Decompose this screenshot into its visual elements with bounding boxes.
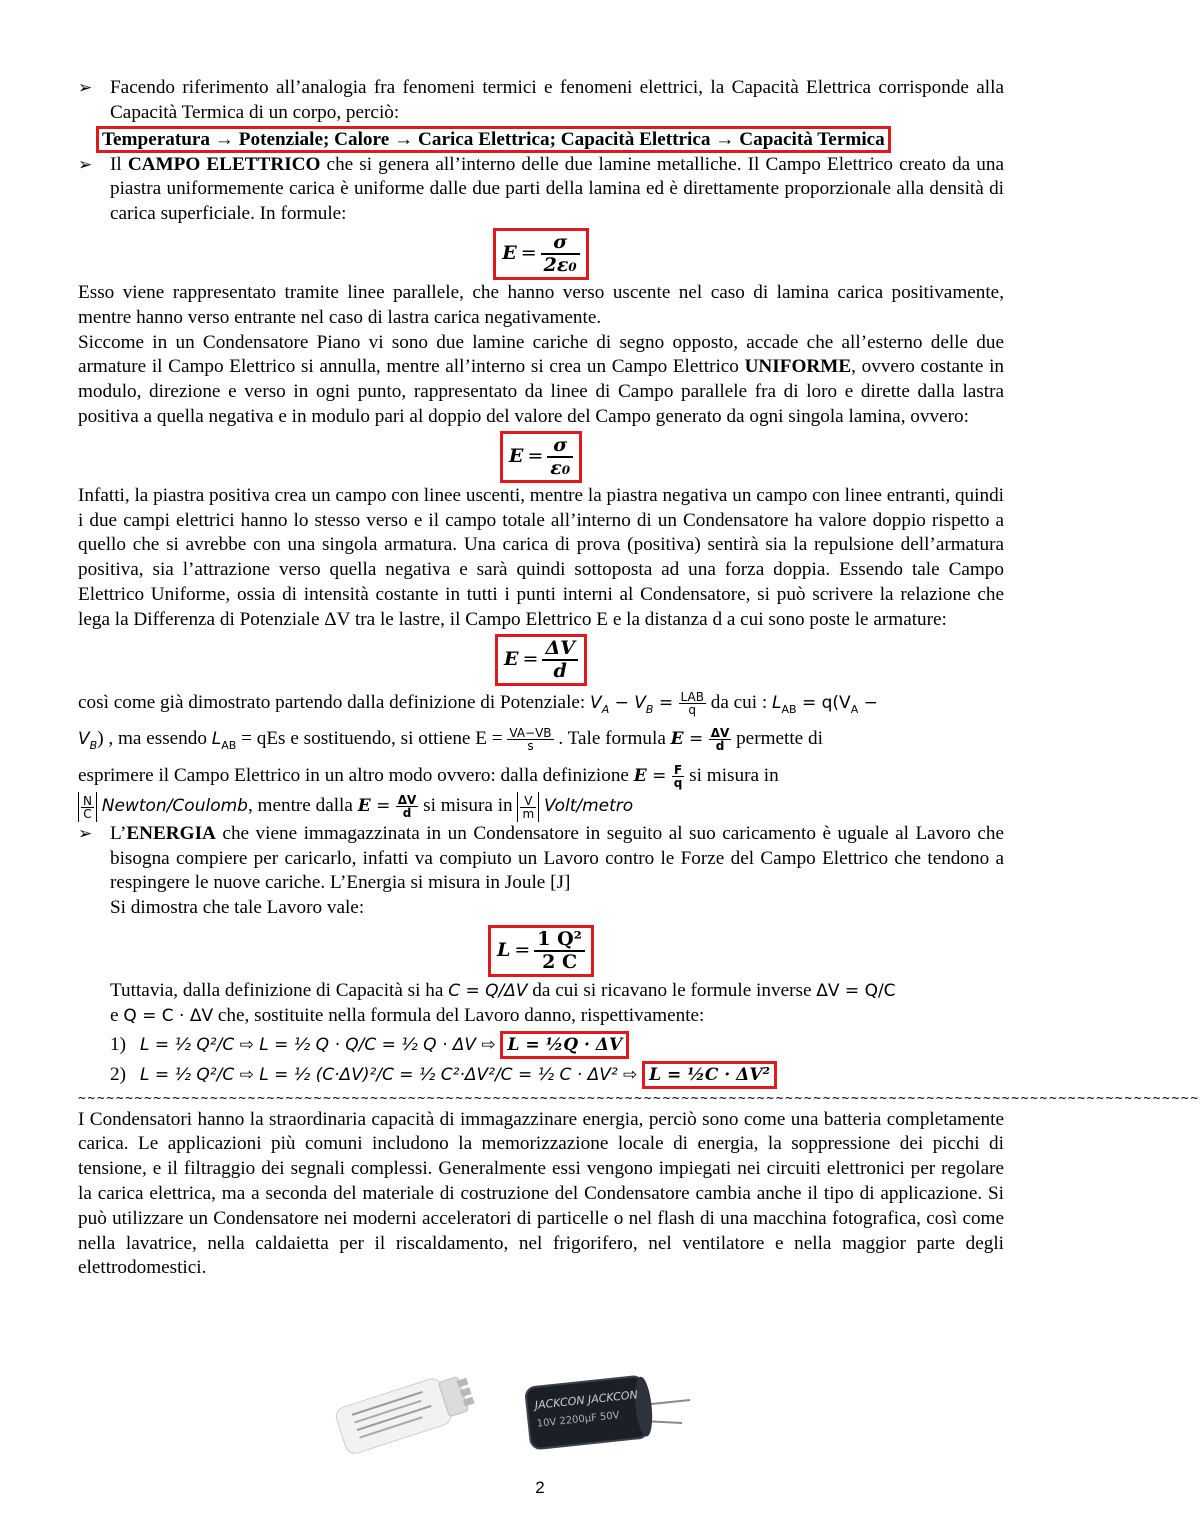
- electrolytic-capacitor-image: [522, 1373, 692, 1453]
- bullet-arrow-icon: ➢: [78, 78, 93, 98]
- unit-bracket: $\frac{V}{m}$: [517, 792, 539, 822]
- result-box-2: L = ½C · ΔV²: [642, 1061, 777, 1089]
- field-paragraph-4: così come già dimostrato partendo dalla definizione di Potenziale: $V_A - V_B$ = LAB q da cui : $L_{AB} = q(V_A$ − $V_B$) , ma essendo $L_{AB}$ = qEs e sostituendo, si ottiene E = $\frac{VA-VB}{s}$ . Tale formula E = $\frac{\Delta V}{d}$ permette di esprimere il Campo Elettrico in un altro modo ovvero: dalla definizione E = $\frac{F}{q}$ si misura in $\frac{N}{C}$ Newton/Coulomb, mentre dalla E = $\frac{\Delta V}{d}$ si misura in $\frac{V}{m}$ Volt/metro: [78, 689, 878, 821]
- energy-demo-line: Si dimostra che tale Lavoro vale:: [110, 897, 365, 919]
- field-paragraph-3: Infatti, la piastra positiva crea un campo con linee uscenti, mentre la piastra negativa un campo con linee entranti, quindi i due campi elettrici hanno lo stesso verso e il campo totale all’interno di un Condensatore ha valore doppio rispetto a quello che si avrebbe con una singola armatura. Una carica di prova (positiva) sentirà sia la repulsione dell’armatura positiva, sia l’attrazione verso quella negativa e sarà quindi sottoposta ad una forza doppia. Essendo tale Campo Elettrico Uniforme, ossia di intensità costante in tutti i punti interni al Condensatore, si può scrivere la relazione che lega la Differenza di Potenziale ΔV tra le lastre, il Campo Elettrico E e la distanza d a cui sono poste le armature:: [78, 484, 1004, 630]
- analogy-boxed-line: Temperatura → Potenziale; Calore → Carica Elettrica; Capacità Elettrica → Capacità Termica: [96, 126, 891, 153]
- equation-work: L = $\frac{\text{1 Q²}}{2 C}$: [78, 925, 1004, 977]
- bullet-arrow-icon: ➢: [78, 154, 93, 175]
- bullet-arrow-icon: ➢: [78, 823, 93, 844]
- wavy-separator: ~~~~~~~~~~~~~~~~~~~~~~~~~~~~~~~~~~~~~~~~~~~~~~~~~~~~~~~~~~~~~~~~~~~~~~~~~~~~~~~~~~~~~~~~~~~~~~~~~~~~~~~~~~~~~~~~~~~~~~~: [78, 1090, 1200, 1106]
- energy-step-1: 1) L = ½ Q²/C ⇨ L = ½ Q · Q/C = ½ Q · ΔV ⇨ L = ½Q · ΔV: [110, 1030, 1004, 1060]
- energy-after-paragraph: Tuttavia, dalla definizione di Capacità si ha C = Q/ΔV da cui si ricavano le formule inverse ΔV = Q/C e Q = C · ΔV che, sostituite nella formula del Lavoro danno, rispettivamente:: [110, 979, 896, 1026]
- unit-bracket: $\frac{N}{C}$: [78, 792, 97, 822]
- closing-paragraph: I Condensatori hanno la straordinaria capacità di immagazzinare energia, perciò sono come una batteria completamente carica. Le applicazioni più comuni includono la memorizzazione locale di energia, la soppressione dei picchi di tensione, e il filtraggio dei segnali complessi. Generalmente essi vengono impiegati nei circuiti elettronici per regolare la carica elettrica, ma a seconda del materiale di costruzione del Condensatore cambia anche il tipo di applicazione. Si può utilizzare un Condensatore nei moderni acceleratori di particelle o nel flash di una macchina fotografica, così come nella lavatrice, nella caldaietta per il riscaldamento, nel frigorifero, nel ventilatore e nella maggior parte degli elettrodomestici.: [78, 1108, 1004, 1279]
- svg-text:JACKCON JACKCON: JACKCON JACKCON: [534, 1388, 639, 1412]
- analogy-text: Facendo riferimento all’analogia fra fenomeni termici e fenomeni elettrici, la Capacità Elettrica corrisponde alla Capacità Termica di un corpo, perciò:: [110, 77, 1004, 123]
- document-page: [78, 76, 1200, 1281]
- svg-text:10V 2200μF 50V: 10V 2200μF 50V: [536, 1410, 621, 1430]
- field-heading: CAMPO ELETTRICO: [127, 153, 321, 175]
- field-paragraph-1: Esso viene rappresentato tramite linee parallele, che hanno verso uscente nel caso di lamina carica positivamente, mentre hanno verso entrante nel caso di lastra carica negativamente.: [78, 281, 1004, 328]
- equation-field-single-plate: E = $\frac{\sigma}{\text{2ε₀}}$: [78, 228, 1004, 280]
- equation-field-potential: E = $\frac{\Delta V}{d}$: [78, 634, 1004, 686]
- motor-capacitor-image: [328, 1373, 478, 1453]
- energy-step-2: 2) L = ½ Q²/C ⇨ L = ½ (C·ΔV)²/C = ½ C²·ΔV²/C = ½ C · ΔV² ⇨ L = ½C · ΔV²: [110, 1060, 1004, 1090]
- capacitor-images: [0, 1373, 1080, 1453]
- field-intro-paragraph: ➢ Il CAMPO ELETTRICO che si genera all’interno delle due lamine metalliche. Il Campo Elettrico creato da una piastra uniformemente carica è uniforme dalle due parti della lamina ed è direttamente proporzionale alla densità di carica superficiale. In formule:: [78, 153, 1004, 225]
- analogy-paragraph: [78, 76, 1004, 126]
- energy-heading: ENERGIA: [126, 822, 216, 844]
- energy-steps: [78, 1030, 1004, 1090]
- energy-intro-paragraph: ➢ L’ENERGIA che viene immagazzinata in un Condensatore in seguito al suo caricamento è uguale al Lavoro che bisogna compiere per caricarlo, infatti va compiuto un Lavoro contro le Forze del Campo Elettrico che tendono a respingere le nuove cariche. L’Energia si misura in Joule [J]: [78, 822, 1004, 894]
- result-box-1: L = ½Q · ΔV: [500, 1031, 629, 1059]
- field-paragraph-2: Siccome in un Condensatore Piano vi sono due lamine cariche di segno opposto, accade che all’esterno delle due armature il Campo Elettrico si annulla, mentre all’interno si crea un Campo Elettrico UNIFORME, ovvero costante in modulo, direzione e verso in ogni punto, rappresentato da linee di Campo parallele fra di loro e dirette dalla lastra positiva a quella negativa e in modulo pari al doppio del valore del Campo generato da ogni singola lamina, ovvero:: [78, 331, 1004, 427]
- page-number: 2: [535, 1478, 545, 1497]
- equation-field-capacitor: E = $\frac{\sigma}{\text{ε₀}}$: [78, 431, 1004, 483]
